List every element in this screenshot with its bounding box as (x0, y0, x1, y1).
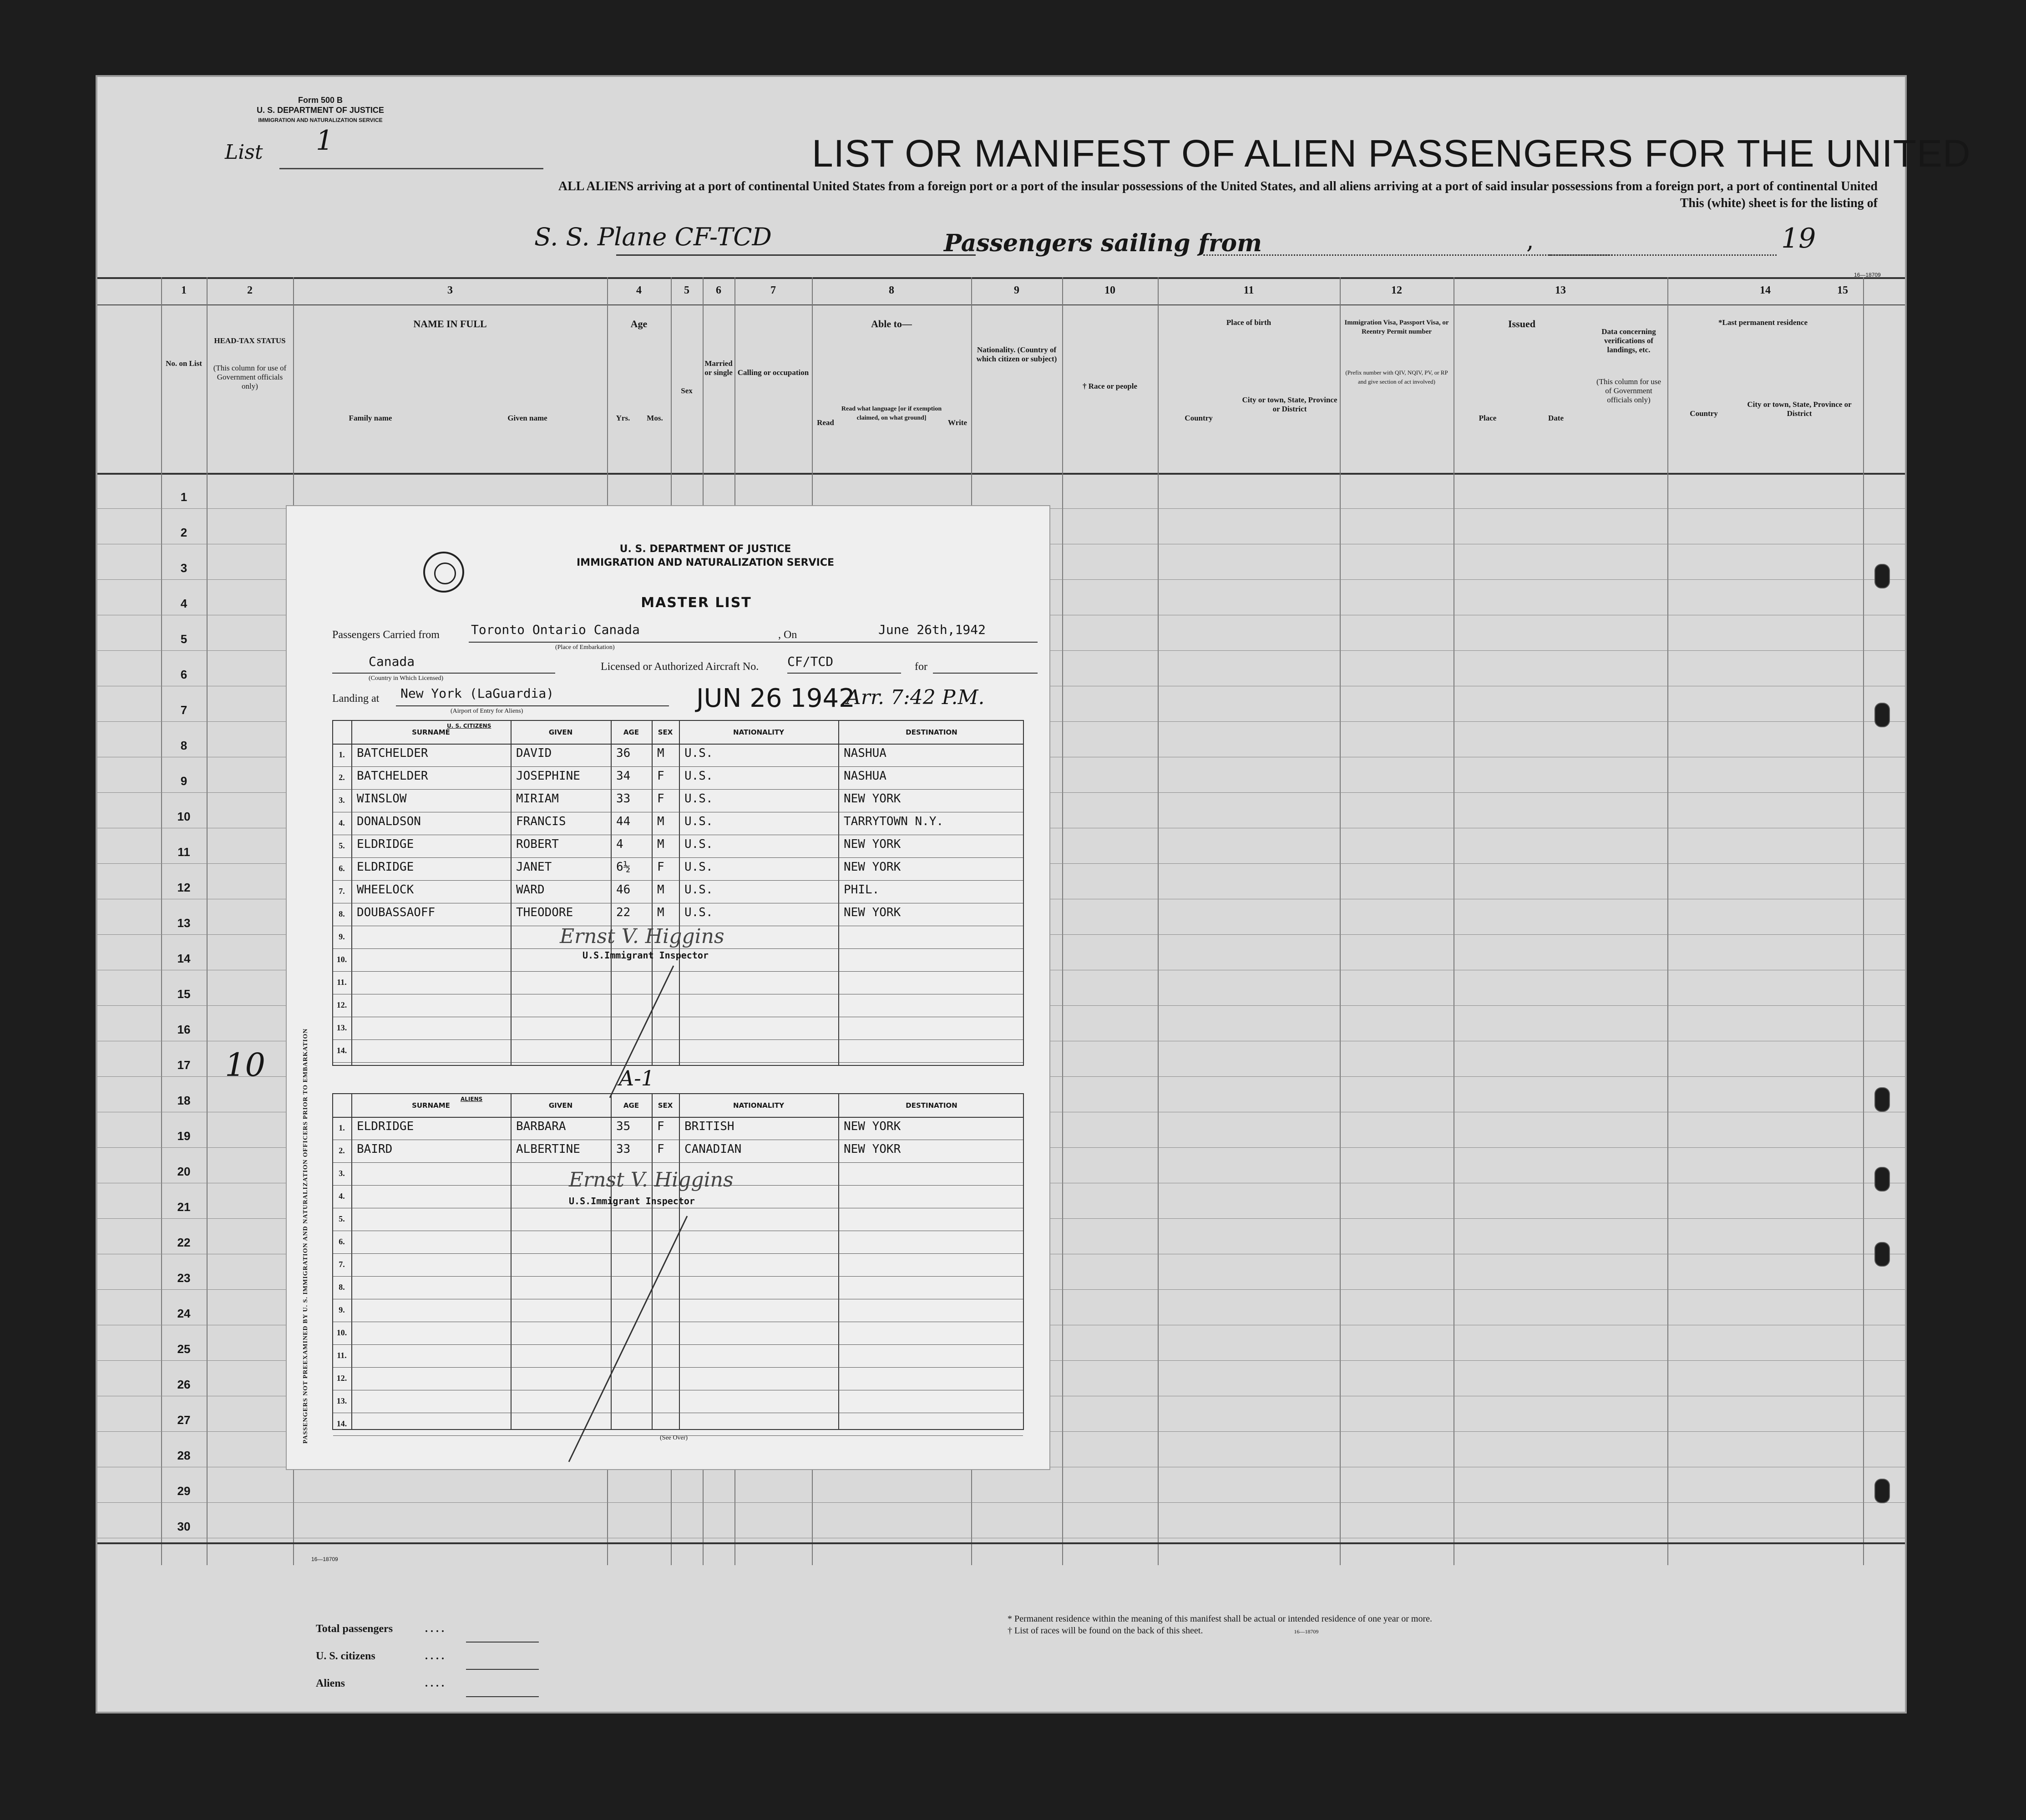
list-underline (279, 168, 543, 169)
airport-caption: (Airport of Entry for Aliens) (451, 708, 523, 715)
row-number: 8 (180, 739, 187, 752)
row-number: 10 (177, 810, 191, 823)
col-header-race: † Race or people (1082, 382, 1138, 390)
cell-given: DAVID (516, 746, 552, 760)
row-number: 2 (180, 526, 187, 539)
see-over-note: (See Over) (660, 1435, 688, 1441)
table-row-index: 1. (339, 1123, 345, 1132)
binder-hole (1874, 1167, 1890, 1191)
cell-age: 22 (616, 906, 631, 919)
cell-surname: BATCHELDER (357, 746, 428, 760)
landing-label: Landing at (332, 693, 380, 705)
header-surname: SURNAME (412, 1101, 450, 1110)
col-header-issued: Issued (1508, 318, 1535, 330)
col-header-verifications: Data concerning verifications of landings, etc. (1601, 327, 1656, 354)
cell-surname: WHEELOCK (357, 883, 414, 897)
inspector-signature-1: Ernst V. Higgins (560, 925, 724, 948)
total-passengers-label: Total passengers (316, 1623, 393, 1635)
side-note-text: PASSENGERS NOT PREEXAMINED BY U. S. IMMIGRATION AND NATURALIZATION OFFICERS PRIOR TO EMBARKATION (302, 1028, 309, 1444)
col-header-able: Able to— (871, 318, 912, 330)
cell-destination: PHIL. (844, 883, 880, 897)
col-header-no-on-list: No. on List (166, 359, 202, 368)
col-header-calling: Calling or occupation (737, 368, 809, 377)
totals-row (316, 1643, 539, 1670)
table-row-index: 12. (336, 1374, 347, 1383)
col-num-13: 13 (1555, 284, 1566, 296)
citizens-caption: U. S. CITIZENS (447, 723, 491, 729)
grid-header-line (97, 473, 1905, 475)
cell-sex: M (657, 746, 664, 760)
us-citizens-blank (466, 1655, 539, 1670)
master-dept: U. S. DEPARTMENT OF JUSTICE (619, 543, 791, 555)
binder-hole (1874, 703, 1890, 727)
table-row-index: 14. (336, 1419, 347, 1428)
binder-hole (1874, 564, 1890, 588)
row-number: 17 (177, 1058, 191, 1072)
cell-age: 36 (616, 746, 631, 760)
row-number: 1 (180, 490, 187, 504)
cell-destination: NASHUA (844, 746, 886, 760)
table-col-line (511, 1094, 512, 1429)
footnotes (1008, 1613, 1432, 1637)
col-header-age: Age (630, 318, 648, 330)
total-passengers-blank (466, 1628, 539, 1643)
subtitle-line-2: This (white) sheet is for the listing of (1680, 196, 1878, 210)
table-row-line (333, 880, 1023, 881)
master-service: IMMIGRATION AND NATURALIZATION SERVICE (576, 557, 834, 568)
footnote-races (1008, 1625, 1432, 1637)
row-number: 26 (177, 1378, 191, 1391)
header-sex: SEX (658, 728, 673, 736)
table-row-index: 11. (337, 978, 347, 987)
table-row-index: 14. (336, 1046, 347, 1055)
header-nationality: NATIONALITY (733, 728, 784, 736)
totals-dots: . . . . (425, 1650, 444, 1662)
table-row-index: 10. (336, 955, 347, 964)
col-num-4: 4 (636, 284, 642, 296)
header-given: GIVEN (548, 728, 573, 736)
table-row-index: 1. (339, 750, 345, 759)
form-service: IMMIGRATION AND NATURALIZATION SERVICE (258, 117, 383, 123)
cell-nationality: U.S. (684, 792, 713, 806)
row-number: 18 (177, 1094, 191, 1107)
arrival-note: Arr. 7:42 P.M. (846, 686, 985, 709)
col-header-birthplace: Place of birth (1226, 318, 1271, 327)
ship-underline (616, 254, 976, 256)
col-header-birth-country: Country (1185, 414, 1213, 422)
seal-icon (423, 552, 464, 593)
header-sex: SEX (658, 1101, 673, 1110)
table-row-index: 11. (337, 1351, 347, 1360)
cell-given: WARD (516, 883, 545, 897)
cell-given: FRANCIS (516, 815, 566, 828)
totals-row (316, 1670, 539, 1697)
aircraft-label: Licensed or Authorized Aircraft No. (601, 661, 759, 673)
cell-age: 44 (616, 815, 631, 828)
table-col-line (838, 1094, 839, 1429)
cell-age: 46 (616, 883, 631, 897)
grid-row-line (97, 1502, 1905, 1503)
date-underline (815, 642, 1038, 643)
col-num-8: 8 (889, 284, 894, 296)
col-num-15: 15 (1837, 284, 1848, 296)
col-header-read-language: Read what language [or if exemption claimed, on what ground] (841, 406, 942, 421)
table-col-line (351, 1094, 352, 1429)
table-row-line (333, 857, 1023, 858)
table-row-index: 3. (339, 1169, 345, 1178)
col-line (1158, 277, 1159, 1565)
row-number: 11 (177, 845, 190, 859)
cell-nationality: U.S. (684, 883, 713, 897)
cell-destination: NEW YORK (844, 1120, 901, 1133)
totals-dots: . . . . (425, 1678, 444, 1689)
row-number: 13 (177, 916, 191, 930)
sailing-comma: , (1526, 227, 1534, 254)
ship-name: Plane CF-TCD (597, 223, 772, 251)
cell-surname: ELDRIDGE (357, 837, 414, 851)
table-row-index: 12. (336, 1000, 347, 1009)
inspector-signature-2: Ernst V. Higgins (569, 1168, 734, 1191)
table-row-line (333, 789, 1023, 790)
aliens-blank (466, 1683, 539, 1697)
row-number: 12 (177, 881, 191, 894)
cell-destination: NEW YORK (844, 860, 901, 874)
footnote-code: 16—18709 (1294, 1628, 1319, 1635)
row-number: 29 (177, 1484, 191, 1498)
cell-given: ROBERT (516, 837, 559, 851)
handwritten-count: 10 (225, 1046, 266, 1084)
carried-from-underline (469, 642, 869, 643)
col-header-issued-place: Place (1479, 414, 1497, 422)
pen-stroke-icon (551, 961, 714, 1471)
table-row-index: 8. (339, 1283, 345, 1292)
cell-surname: DONALDSON (357, 815, 421, 828)
table-row-index: 4. (339, 1191, 345, 1201)
aliens-group-label: A-1 (619, 1066, 655, 1090)
row-number: 23 (177, 1271, 191, 1285)
cell-surname: ELDRIDGE (357, 1120, 414, 1133)
col-num-12: 12 (1391, 284, 1402, 296)
header-destination: DESTINATION (906, 1101, 957, 1110)
cell-given: MIRIAM (516, 792, 559, 806)
col-num-6: 6 (716, 284, 721, 296)
carried-from-value: Toronto Ontario Canada (471, 622, 640, 637)
list-number: 1 (316, 125, 334, 157)
row-number: 5 (180, 632, 187, 646)
table-col-line (838, 721, 839, 1065)
master-title: MASTER LIST (641, 595, 752, 611)
page-title: LIST OR MANIFEST OF ALIEN PASSENGERS FOR THE UNITED (812, 132, 1971, 175)
cell-sex: M (657, 906, 664, 919)
on-label: , On (778, 629, 797, 641)
table-row-index: 13. (336, 1396, 347, 1405)
col-line (1863, 277, 1864, 1565)
col-num-11: 11 (1243, 284, 1254, 296)
cell-nationality: U.S. (684, 746, 713, 760)
cell-surname: BAIRD (357, 1142, 393, 1156)
col-num-3: 3 (447, 284, 453, 296)
row-number: 22 (177, 1236, 191, 1249)
table-col-line (351, 721, 352, 1065)
row-number: 27 (177, 1413, 191, 1427)
cell-sex: F (657, 769, 664, 783)
side-note (296, 975, 314, 1444)
for-label: for (915, 661, 927, 673)
row-number: 6 (180, 668, 187, 681)
table-row-index: 4. (339, 818, 345, 827)
ship-line (534, 223, 772, 251)
grid-top-line (97, 277, 1905, 279)
cell-destination: TARRYTOWN N.Y. (844, 815, 944, 828)
cell-given: THEODORE (516, 906, 573, 919)
cell-nationality: U.S. (684, 837, 713, 851)
col-header-residence: *Last permanent residence (1718, 318, 1808, 327)
table-row-index: 7. (339, 1260, 345, 1269)
landing-underline (396, 705, 669, 706)
col-num-5: 5 (684, 284, 689, 296)
row-number: 20 (177, 1165, 191, 1178)
form-header (207, 95, 434, 125)
col-header-mos: Mos. (647, 414, 663, 422)
col-header-birth-city: City or town, State, Province or District (1242, 395, 1337, 413)
col-header-issued-date: Date (1548, 414, 1564, 422)
row-number: 16 (177, 1023, 191, 1036)
cell-destination: NEW YORK (844, 792, 901, 806)
cell-given: ALBERTINE (516, 1142, 580, 1156)
row-number: 19 (177, 1129, 191, 1143)
cell-age: 33 (616, 792, 631, 806)
col-num-7: 7 (770, 284, 776, 296)
sailing-date-blank (1549, 254, 1777, 256)
form-department: U. S. DEPARTMENT OF JUSTICE (257, 106, 384, 115)
table-row-line (333, 766, 1023, 767)
row-number: 14 (177, 952, 191, 965)
aircraft-underline (787, 673, 901, 674)
cell-surname: BATCHELDER (357, 769, 428, 783)
row-number: 24 (177, 1307, 191, 1320)
table-row-index: 9. (339, 932, 345, 941)
totals-block (316, 1615, 539, 1697)
cell-age: 4 (616, 837, 623, 851)
col-header-nationality: Nationality. (Country of which citizen or subject) (976, 345, 1057, 363)
year-prefix: 19 (1781, 223, 1816, 254)
col-line (207, 277, 208, 1565)
table-row-index: 3. (339, 796, 345, 805)
binder-hole (1874, 1479, 1890, 1503)
col-header-write: Write (947, 418, 967, 427)
table-row-index: 6. (339, 1237, 345, 1246)
cell-destination: NEW YORK (844, 837, 901, 851)
embark-caption: (Place of Embarkation) (555, 644, 615, 651)
landing-value: New York (LaGuardia) (400, 686, 554, 701)
cell-given: JANET (516, 860, 552, 874)
grid-numbers-line (97, 304, 1905, 305)
cell-given: BARBARA (516, 1120, 566, 1133)
footnote-races-text: † List of races will be found on the back of this sheet. (1008, 1626, 1203, 1636)
row-number: 21 (177, 1200, 191, 1214)
table-row-index: 10. (336, 1328, 347, 1337)
date-stamp: JUN 26 1942 (696, 684, 855, 713)
col-header-visa-note: (Prefix number with QIV, NQIV, PV, or RP and give section of act involved) (1345, 369, 1448, 385)
table-row-index: 5. (339, 1214, 345, 1223)
cell-nationality: U.S. (684, 815, 713, 828)
us-citizens-label: U. S. citizens (316, 1650, 375, 1662)
form-code-left: 16—18709 (311, 1556, 338, 1562)
cell-sex: F (657, 1120, 664, 1133)
col-header-given: Given name (507, 414, 547, 422)
table-row-index: 13. (336, 1023, 347, 1032)
table-row-index: 2. (339, 1146, 345, 1155)
col-line (1062, 277, 1063, 1565)
header-given: GIVEN (548, 1101, 573, 1110)
table-row-index: 6. (339, 864, 345, 873)
form-number: Form 500 B (298, 96, 343, 105)
row-number: 7 (180, 703, 187, 717)
list-label: List (225, 141, 263, 164)
col-header-read: Read (817, 418, 834, 427)
inspector-title-2: U.S.Immigrant Inspector (569, 1196, 695, 1207)
aliens-label: Aliens (316, 1678, 345, 1689)
col-num-2: 2 (247, 284, 253, 296)
cell-age: 6½ (616, 860, 631, 874)
col-num-14: 14 (1760, 284, 1771, 296)
master-list-sheet (286, 505, 1050, 1470)
cell-age: 35 (616, 1120, 631, 1133)
master-header (523, 542, 887, 570)
table-row-line (333, 948, 1023, 949)
ship-prefix: S. S. (534, 223, 590, 251)
cell-surname: ELDRIDGE (357, 860, 414, 874)
header-nationality: NATIONALITY (733, 1101, 784, 1110)
header-surname: SURNAME (412, 728, 450, 736)
table-row-index: 7. (339, 887, 345, 896)
row-number: 30 (177, 1520, 191, 1533)
cell-sex: M (657, 883, 664, 897)
table-row-index: 5. (339, 841, 345, 850)
table-row-index: 9. (339, 1305, 345, 1314)
country-value: Canada (369, 654, 415, 669)
cell-nationality: CANADIAN (684, 1142, 742, 1156)
row-number: 25 (177, 1342, 191, 1356)
cell-age: 33 (616, 1142, 631, 1156)
for-underline (933, 673, 1038, 674)
col-header-sex: Sex (681, 386, 693, 395)
row-number: 28 (177, 1449, 191, 1462)
cell-sex: M (657, 837, 664, 851)
binder-hole (1874, 1242, 1890, 1267)
cell-age: 34 (616, 769, 631, 783)
col-header-name: NAME IN FULL (413, 318, 487, 330)
cell-destination: NEW YOKR (844, 1142, 901, 1156)
cell-surname: DOUBASSAOFF (357, 906, 436, 919)
table-row-index: 2. (339, 773, 345, 782)
aircraft-value: CF/TCD (787, 654, 834, 669)
subtitle-line-1: ALL ALIENS arriving at a port of continental United States from a foreign port or a port of the insular possessions of the United States, and all aliens arriving at a port of said insular possessions from a foreign port, a port of continental United (558, 179, 1878, 193)
totals-dots: . . . . (425, 1623, 444, 1635)
date-value: June 26th,1942 (878, 622, 986, 637)
row-number: 9 (180, 774, 187, 788)
col-header-family: Family name (349, 414, 392, 422)
col-header-head-tax: HEAD-TAX STATUS (214, 336, 286, 345)
table-row-index: 8. (339, 909, 345, 918)
cell-sex: M (657, 815, 664, 828)
binder-hole (1874, 1087, 1890, 1112)
aliens-caption: ALIENS (461, 1096, 483, 1102)
inspector-title-1: U.S.Immigrant Inspector (582, 950, 709, 961)
row-number: 4 (180, 597, 187, 610)
col-line (1340, 277, 1341, 1565)
col-num-9: 9 (1014, 284, 1019, 296)
cell-nationality: BRITISH (684, 1120, 734, 1133)
grid-bottom-line (97, 1542, 1905, 1544)
col-header-res-city: City or town, State, Province or District (1747, 400, 1852, 418)
col-header-visa: Immigration Visa, Passport Visa, or Reentry Permit number (1344, 319, 1449, 335)
country-caption: (Country in Which Licensed) (369, 675, 444, 682)
header-destination: DESTINATION (906, 728, 957, 736)
col-header-yrs: Yrs. (616, 414, 630, 422)
col-header-res-country: Country (1690, 409, 1718, 418)
col-header-head-tax-note: (This column for use of Government officials only) (213, 364, 287, 390)
cell-sex: F (657, 860, 664, 874)
country-underline (332, 673, 555, 674)
footnote-residence: * Permanent residence within the meaning of this manifest shall be actual or intended residence of one year or more. (1008, 1614, 1433, 1624)
cell-nationality: U.S. (684, 906, 713, 919)
totals-row (316, 1615, 539, 1643)
row-number: 3 (180, 561, 187, 575)
col-line (1667, 277, 1668, 1565)
sailing-from-label: Passengers sailing from (944, 229, 1262, 257)
cell-destination: NEW YORK (844, 906, 901, 919)
row-number: 15 (177, 987, 191, 1001)
cell-surname: WINSLOW (357, 792, 407, 806)
table-col-line (511, 721, 512, 1065)
cell-destination: NASHUA (844, 769, 886, 783)
table-header (333, 721, 1023, 745)
col-num-10: 10 (1104, 284, 1115, 296)
header-age: AGE (623, 1101, 639, 1110)
cell-nationality: U.S. (684, 769, 713, 783)
col-header-married: Married or single (704, 359, 733, 377)
cell-given: JOSEPHINE (516, 769, 580, 783)
col-header-verifications-note: (This column for use of Government officials only) (1596, 377, 1661, 404)
header-age: AGE (623, 728, 639, 736)
form-code-top: 16—18709 (1854, 272, 1881, 278)
col-num-1: 1 (181, 284, 187, 296)
carried-from-label: Passengers Carried from (332, 629, 440, 641)
cell-nationality: U.S. (684, 860, 713, 874)
cell-sex: F (657, 792, 664, 806)
cell-sex: F (657, 1142, 664, 1156)
